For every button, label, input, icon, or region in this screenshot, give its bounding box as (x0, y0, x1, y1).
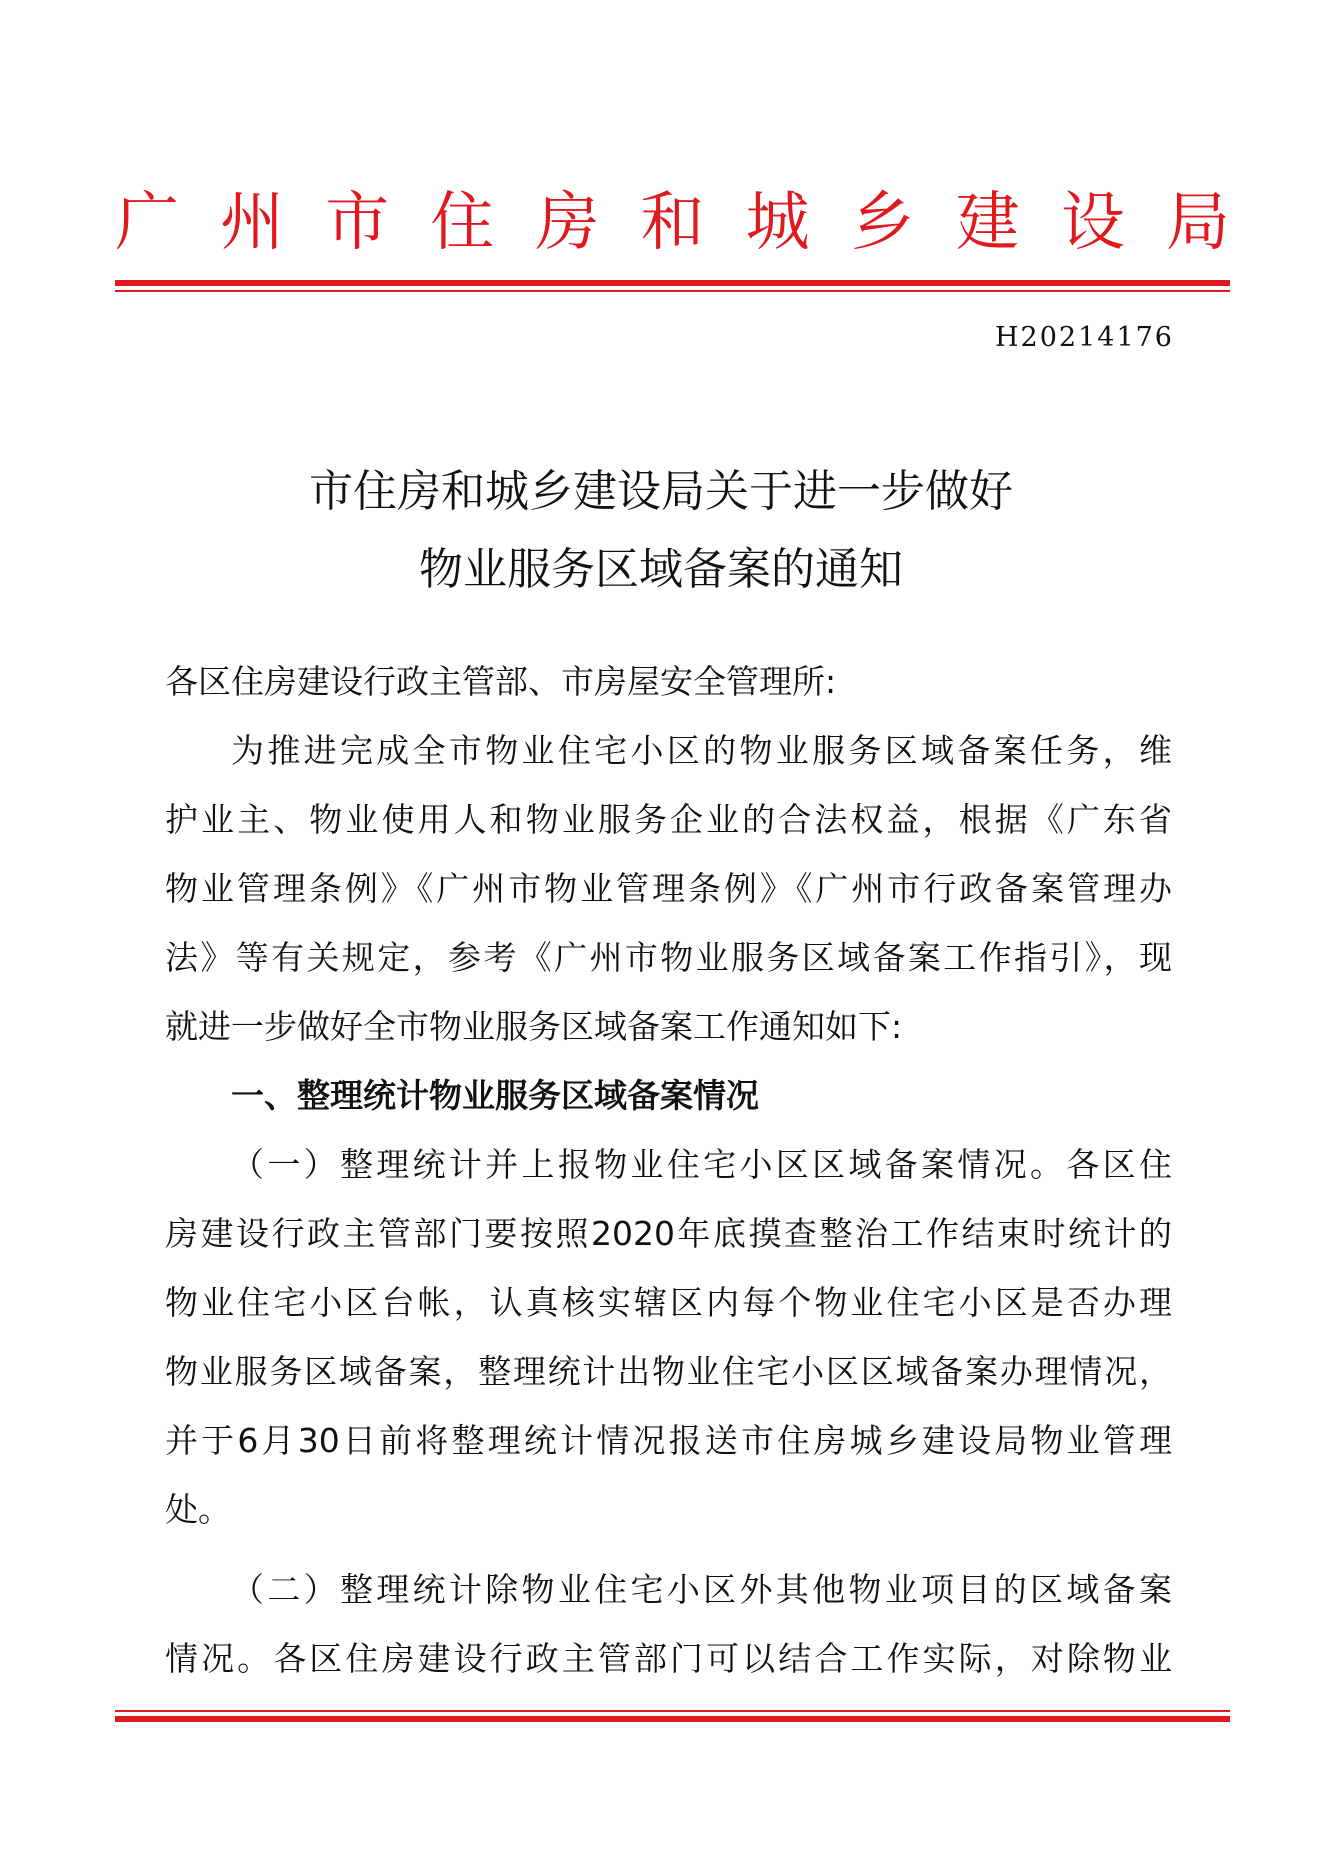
masthead-char: 城 (745, 186, 810, 260)
item-one-line: 物业服务区域备案，整理统计出物业住宅小区区域备案办理情况， (165, 1352, 1172, 1391)
masthead-char: 局 (1165, 186, 1230, 260)
item-one-line: 并于6月30日前将整理统计情况报送市住房城乡建设局物业管理 (165, 1421, 1172, 1460)
intro-line: 为推进完成全市物业住宅小区的物业服务区域备案任务，维 (231, 731, 1172, 770)
masthead-char: 建 (955, 186, 1020, 260)
footer-rule-thick (115, 1716, 1230, 1722)
masthead-char: 州 (220, 186, 285, 260)
document-number: H20214176 (995, 322, 1174, 353)
intro-line: 就进一步做好全市物业服务区域备案工作通知如下: (165, 1007, 903, 1046)
item-two-line: （二）整理统计除物业住宅小区外其他物业项目的区域备案 (231, 1570, 1172, 1609)
salutation: 各区住房建设行政主管部、市房屋安全管理所: (165, 662, 837, 701)
item-one-line: （一）整理统计并上报物业住宅小区区域备案情况。各区住 (231, 1145, 1172, 1184)
masthead-char: 设 (1060, 186, 1125, 260)
masthead-char: 市 (325, 186, 390, 260)
header-rule-thin (115, 290, 1230, 292)
masthead-char: 乡 (850, 186, 915, 260)
item-one-line: 处。 (165, 1490, 231, 1529)
masthead-title (115, 178, 1230, 268)
intro-line: 法》等有关规定，参考《广州市物业服务区域备案工作指引》，现 (165, 938, 1172, 977)
masthead-char: 和 (640, 186, 705, 260)
intro-line: 物业管理条例》《广州市物业管理条例》《广州市行政备案管理办 (165, 869, 1172, 908)
notice-title-line-2: 物业服务区域备案的通知 (419, 544, 903, 595)
notice-title-line-1: 市住房和城乡建设局关于进一步做好 (309, 466, 1013, 517)
item-one-line: 房建设行政主管部门要按照2020年底摸查整治工作结束时统计的 (165, 1214, 1172, 1253)
masthead-char: 住 (430, 186, 495, 260)
masthead-char: 广 (115, 186, 179, 260)
masthead-char: 房 (535, 186, 600, 260)
item-one-line: 物业住宅小区台帐，认真核实辖区内每个物业住宅小区是否办理 (165, 1283, 1172, 1322)
item-two-line: 情况。各区住房建设行政主管部门可以结合工作实际，对除物业 (165, 1639, 1172, 1678)
intro-line: 护业主、物业使用人和物业服务企业的合法权益，根据《广东省 (165, 800, 1172, 839)
footer-rule-thin (115, 1710, 1230, 1712)
header-rule-thick (115, 280, 1230, 286)
section-heading: 一、整理统计物业服务区域备案情况 (231, 1076, 759, 1115)
